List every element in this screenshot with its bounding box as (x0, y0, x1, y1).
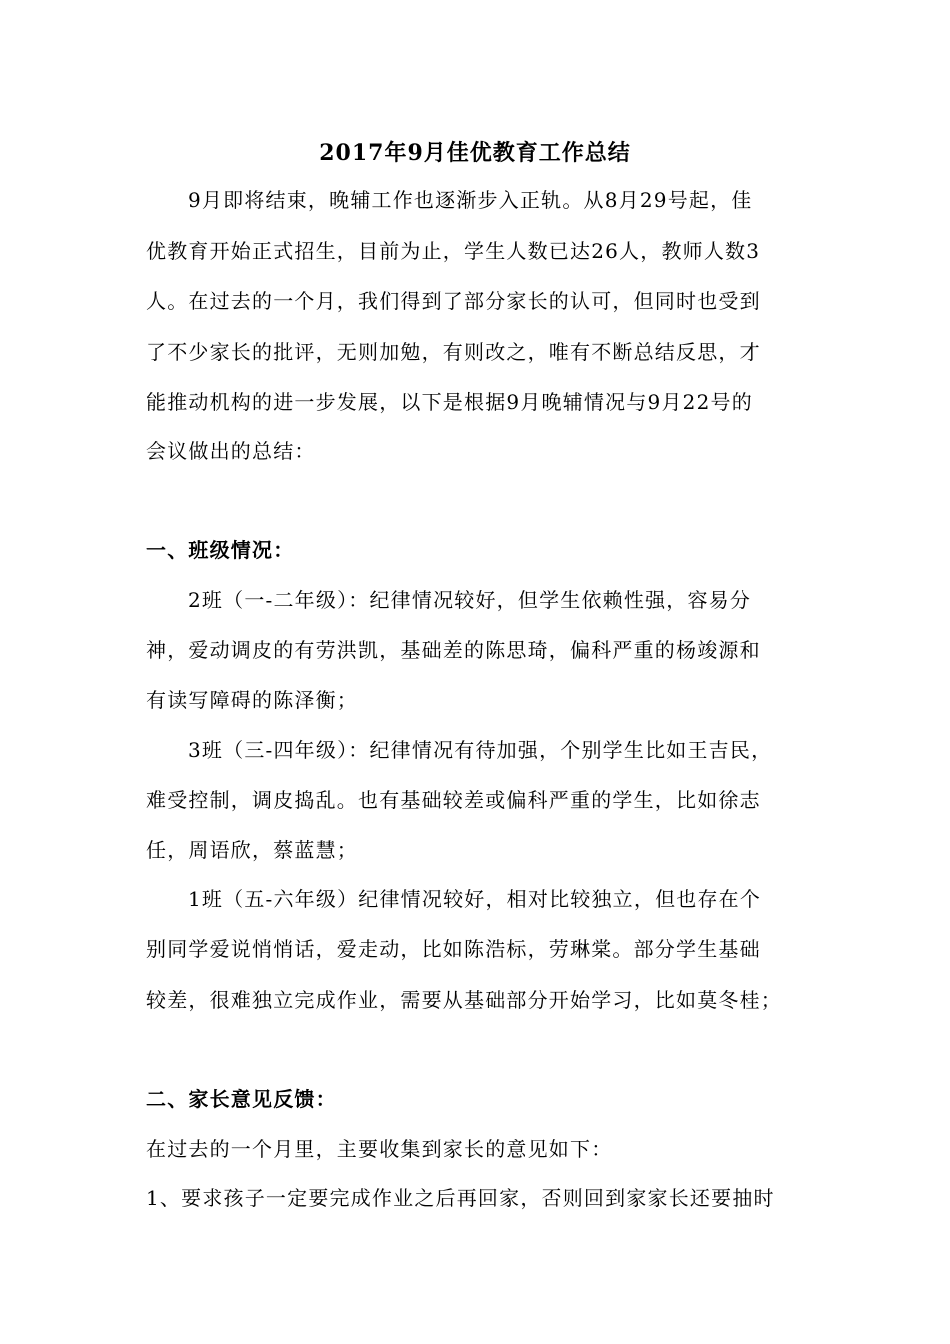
feedback-line-2: 1、要求孩子一定要完成作业之后再回家，否则回到家家长还要抽时 (146, 1186, 775, 1210)
document-title: 2017年9月佳优教育工作总结 (319, 140, 631, 166)
intro-line-3: 人。在过去的一个月，我们得到了部分家长的认可，但同时也受到 (146, 289, 761, 313)
class3-line-1: 3班（三-四年级）：纪律情况有待加强，个别学生比如王吉民， (188, 738, 773, 762)
class1-line-2: 别同学爱说悄悄话，爱走动，比如陈浩标，劳琳棠。部分学生基础 (146, 937, 761, 961)
class3-line-3: 任，周语欣，蔡蓝慧； (146, 838, 358, 862)
class1-line-1: 1班（五-六年级）纪律情况较好，相对比较独立，但也存在个 (188, 887, 762, 911)
intro-line-4: 了不少家长的批评，无则加勉，有则改之，唯有不断总结反思，才 (146, 340, 761, 364)
class2-line-2: 神，爱动调皮的有劳洪凯，基础差的陈思琦，偏科严重的杨竣源和 (146, 638, 761, 662)
class2-line-3: 有读写障碍的陈泽衡； (146, 688, 358, 712)
intro-line-6: 会议做出的总结： (146, 439, 316, 463)
class2-line-1: 2班（一-二年级）：纪律情况较好，但学生依赖性强，容易分 (188, 588, 752, 612)
class1-line-3: 较差，很难独立完成作业，需要从基础部分开始学习，比如莫冬桂； (146, 988, 782, 1012)
intro-line-5: 能推动机构的进一步发展，以下是根据9月晚辅情况与9月22号的 (146, 390, 753, 414)
class3-line-2: 难受控制，调皮捣乱。也有基础较差或偏科严重的学生，比如徐志 (146, 788, 761, 812)
section-heading-parent-feedback: 二、家长意见反馈： (146, 1087, 337, 1111)
intro-line-2: 优教育开始正式招生，目前为止，学生人数已达26人，教师人数3 (146, 239, 761, 263)
feedback-line-1: 在过去的一个月里，主要收集到家长的意见如下： (146, 1137, 613, 1161)
section-heading-class-status: 一、班级情况： (146, 538, 295, 562)
intro-line-1: 9月即将结束，晚辅工作也逐渐步入正轨。从8月29号起，佳 (188, 188, 753, 212)
